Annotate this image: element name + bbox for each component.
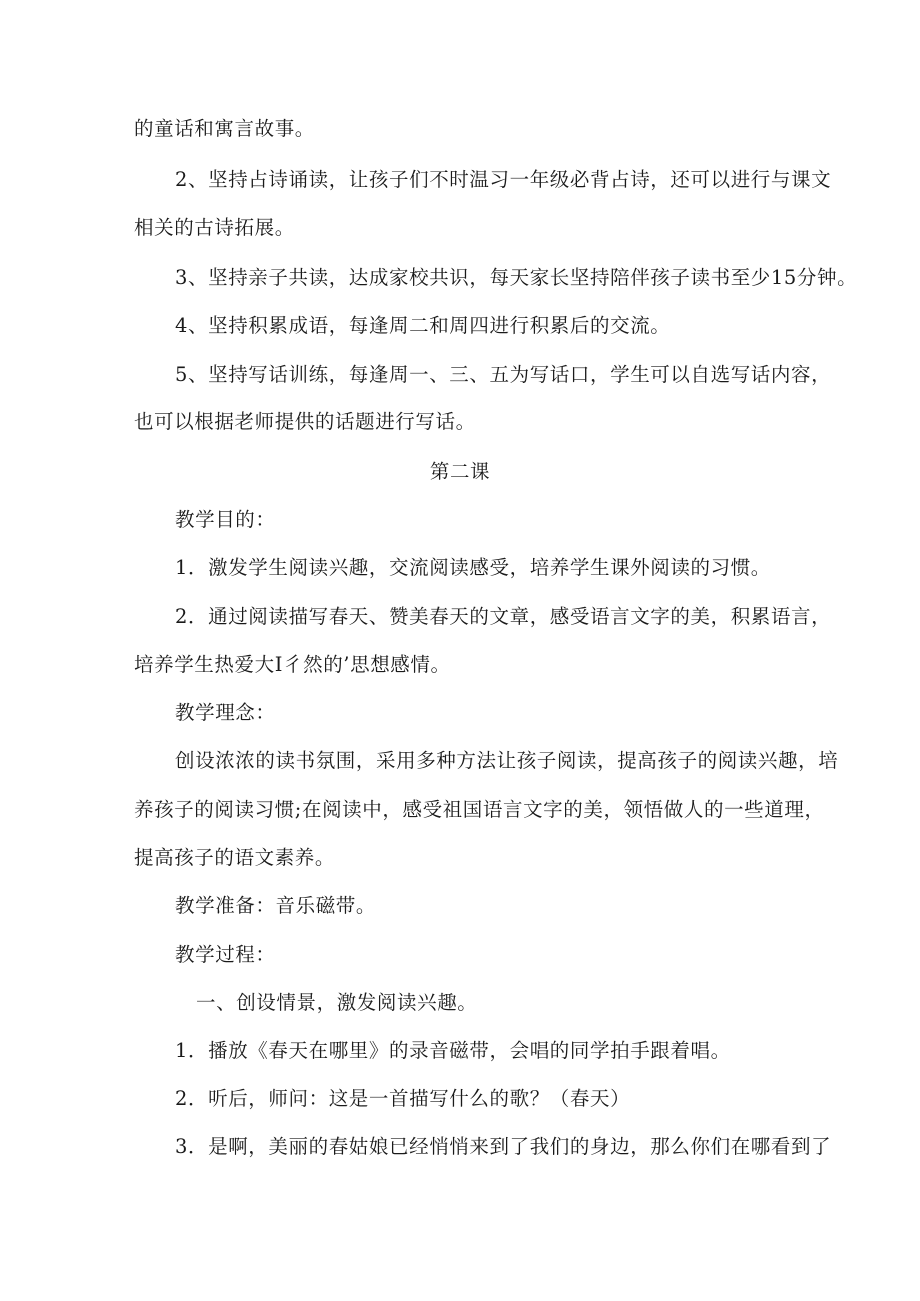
- text-line-11: 2．通过阅读描写春天、赞美春天的文章，感受语言文字的美，积累语言，: [175, 605, 832, 628]
- text-line-5: 4、坚持积累成语，每逢周二和周四进行积累后的交流。: [175, 314, 671, 337]
- text-line-1: 的童话和寓言故事。: [134, 117, 315, 140]
- text-line-18: 教学过程：: [175, 943, 276, 966]
- text-line-7: 也可以根据老师提供的话题进行写话。: [134, 410, 476, 433]
- text-line-19: 一、创设情景，激发阅读兴趣。: [196, 991, 478, 1014]
- text-line-21: 2．听后，师问：这是一首描写什么的歌？（春天）: [175, 1087, 631, 1110]
- text-line-16: 提高孩子的语文素养。: [134, 846, 336, 869]
- text-line-4: 3、坚持亲子共读，达成家校共识，每天家长坚持陪伴孩子读书至少15分钟。: [175, 266, 858, 289]
- text-line-17: 教学准备：音乐磁带。: [175, 894, 377, 917]
- text-line-10: 1．激发学生阅读兴趣，交流阅读感受，培养学生课外阅读的习惯。: [175, 556, 771, 579]
- text-line-3: 相关的古诗拓展。: [134, 216, 295, 239]
- text-line-9: 教学目的：: [175, 508, 276, 531]
- text-line-14: 创设浓浓的读书氛围，采用多种方法让孩子阅读，提高孩子的阅读兴趣，培: [175, 749, 839, 772]
- text-line-13: 教学理念：: [175, 701, 276, 724]
- text-line-22: 3．是啊，美丽的春姑娘已经悄悄来到了我们的身边，那么你们在哪看到了: [175, 1135, 832, 1158]
- text-line-20: 1．播放《春天在哪里》的录音磁带，会唱的同学拍手跟着唱。: [175, 1039, 731, 1062]
- section-heading: 第二课: [429, 460, 491, 483]
- text-line-2: 2、坚持占诗诵读，让孩子们不时温习一年级必背占诗，还可以进行与课文: [175, 168, 832, 191]
- text-line-12: 培养学生热爱大I彳然的’思想感情。: [134, 653, 451, 676]
- text-line-6: 5、坚持写话训练，每逢周一、三、五为写话口，学生可以自选写话内容，: [175, 363, 832, 386]
- text-line-15: 养孩子的阅读习惯;在阅读中，感受祖国语言文字的美，领悟做人的一些道理，: [134, 798, 825, 821]
